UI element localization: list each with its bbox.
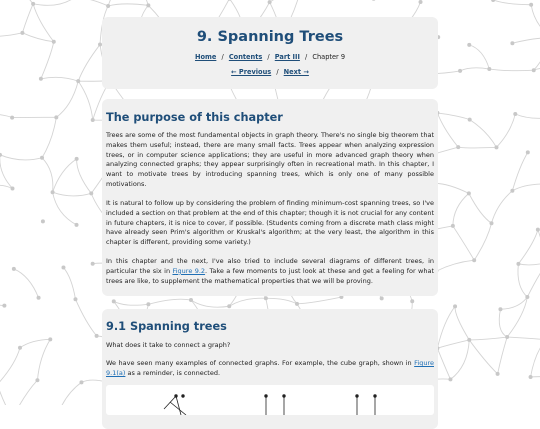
background-edge bbox=[534, 38, 540, 71]
background-node bbox=[487, 67, 491, 71]
background-edge bbox=[41, 42, 54, 79]
background-edge bbox=[42, 117, 56, 157]
background-edge bbox=[518, 230, 537, 264]
breadcrumb-separator: / bbox=[267, 53, 269, 61]
background-edge bbox=[437, 340, 469, 348]
background-node bbox=[467, 191, 471, 195]
paragraph bbox=[106, 257, 434, 286]
background-edge bbox=[493, 0, 531, 5]
background-edge bbox=[33, 0, 74, 5]
background-edge bbox=[436, 260, 474, 271]
background-edge bbox=[458, 147, 496, 148]
background-edge bbox=[191, 300, 229, 307]
background-node bbox=[510, 41, 514, 45]
background-edge bbox=[437, 306, 455, 348]
background-node bbox=[61, 266, 65, 270]
background-node bbox=[496, 372, 500, 376]
background-edge bbox=[22, 33, 53, 42]
background-edge bbox=[114, 301, 149, 305]
background-edge bbox=[14, 269, 39, 298]
background-node bbox=[264, 296, 268, 300]
background-edge bbox=[37, 339, 50, 380]
breadcrumb-current: Chapter 9 bbox=[312, 53, 345, 61]
spanning-trees-section bbox=[102, 309, 438, 429]
background-node bbox=[451, 224, 455, 228]
background-node bbox=[532, 68, 536, 72]
background-node bbox=[31, 2, 35, 6]
background-edge bbox=[266, 298, 297, 304]
background-edge bbox=[53, 192, 77, 225]
background-edge bbox=[518, 264, 527, 297]
background-node bbox=[526, 150, 530, 154]
background-edge bbox=[469, 340, 497, 374]
background-node bbox=[513, 112, 517, 116]
background-node bbox=[10, 116, 14, 120]
background-edge bbox=[12, 380, 37, 405]
background-edge bbox=[527, 262, 540, 297]
paragraph: Trees are some of the most fundamental objects in graph theory. There's no single big theorem that makes them useful; instead, there are many small facts. Trees appear when analyzing expression trees, or in computer science applications; they are useful in more advanced graph theory when analyzing connected graphs; they appear surprisingly often in recreational math. In this chapter, I want to motivate trees by introducing spanning trees, which is only one of many possible motivations. bbox=[106, 131, 434, 190]
background-node bbox=[189, 298, 193, 302]
background-node bbox=[491, 0, 495, 2]
figure-link[interactable]: Figure 9.2 bbox=[172, 267, 205, 275]
breadcrumb-contents-link[interactable]: Contents bbox=[229, 53, 262, 61]
background-edge bbox=[53, 192, 92, 196]
breadcrumb bbox=[102, 53, 438, 61]
background-node bbox=[75, 223, 79, 227]
background-edge bbox=[500, 297, 527, 309]
background-edge bbox=[515, 114, 540, 118]
background-node bbox=[468, 118, 472, 122]
background-node bbox=[79, 380, 83, 384]
background-edge bbox=[297, 297, 341, 304]
background-edge bbox=[453, 226, 474, 260]
background-edge bbox=[22, 4, 33, 33]
background-edge bbox=[512, 38, 540, 44]
background-node bbox=[39, 77, 43, 81]
background-edge bbox=[474, 223, 491, 260]
background-edge bbox=[453, 193, 469, 226]
background-edge bbox=[531, 5, 540, 38]
background-edge bbox=[270, 0, 299, 2]
background-edge bbox=[41, 77, 78, 81]
background-edge bbox=[0, 33, 22, 37]
background-node bbox=[76, 79, 80, 83]
chapter-navigation bbox=[102, 68, 438, 76]
background-node bbox=[410, 299, 414, 303]
background-node bbox=[89, 191, 93, 195]
background-node bbox=[372, 0, 376, 1]
background-node bbox=[419, 0, 423, 4]
background-node bbox=[75, 157, 79, 161]
background-node bbox=[91, 262, 95, 266]
background-node bbox=[12, 267, 16, 271]
figure-link[interactable]: Figure 9.1(a) bbox=[106, 359, 434, 377]
background-edge bbox=[77, 159, 92, 193]
background-edge bbox=[148, 299, 191, 304]
section-heading: 9.1 Spanning trees bbox=[106, 320, 227, 333]
background-edge bbox=[18, 0, 33, 4]
paragraph-text: In this chapter and the next, I've also tried to include several diagrams of different trees, in particular the six in bbox=[106, 257, 434, 275]
background-node bbox=[37, 296, 41, 300]
background-node bbox=[35, 378, 39, 382]
background-edge bbox=[0, 155, 42, 160]
background-edge bbox=[20, 339, 50, 347]
background-edge bbox=[437, 348, 450, 379]
background-node bbox=[91, 118, 95, 122]
purpose-section bbox=[102, 99, 438, 296]
background-node bbox=[20, 31, 24, 35]
background-node bbox=[146, 302, 150, 306]
background-edge bbox=[496, 114, 515, 147]
background-node bbox=[458, 69, 462, 73]
background-node bbox=[489, 221, 493, 225]
background-node bbox=[18, 346, 22, 350]
background-node bbox=[54, 115, 58, 119]
background-node bbox=[73, 297, 77, 301]
background-node bbox=[52, 40, 56, 44]
background-node bbox=[295, 302, 299, 306]
background-node bbox=[2, 304, 6, 308]
background-node bbox=[494, 145, 498, 149]
background-edge bbox=[56, 81, 78, 117]
background-edge bbox=[75, 299, 96, 336]
background-edge bbox=[0, 384, 12, 405]
background-node bbox=[472, 258, 476, 262]
background-edge bbox=[469, 193, 492, 223]
background-edge bbox=[53, 159, 77, 192]
background-node bbox=[467, 43, 471, 47]
background-edge bbox=[78, 45, 100, 82]
background-edge bbox=[507, 337, 540, 340]
cube-graph-figure bbox=[106, 385, 434, 415]
background-node bbox=[525, 295, 529, 299]
background-node bbox=[0, 153, 2, 157]
background-edge bbox=[0, 155, 12, 189]
previous-link[interactable]: ← Previous bbox=[231, 68, 271, 76]
background-edge bbox=[56, 382, 81, 405]
background-edge bbox=[512, 184, 540, 191]
background-node bbox=[456, 145, 460, 149]
breadcrumb-home-link[interactable]: Home bbox=[195, 53, 216, 61]
background-node bbox=[467, 338, 471, 342]
background-node bbox=[529, 375, 533, 379]
section-heading: The purpose of this chapter bbox=[106, 111, 283, 124]
paragraph-text: We have seen many examples of connected graphs. For example, the cube graph, shown in bbox=[106, 359, 414, 367]
background-edge bbox=[437, 113, 458, 147]
paragraph bbox=[106, 359, 434, 379]
background-edge bbox=[507, 297, 527, 337]
background-edge bbox=[512, 152, 527, 190]
background-node bbox=[112, 299, 116, 303]
background-node bbox=[505, 335, 509, 339]
background-node bbox=[536, 228, 540, 232]
background-node bbox=[10, 186, 14, 190]
chapter-header bbox=[102, 17, 438, 89]
background-node bbox=[41, 219, 45, 223]
background-node bbox=[95, 334, 99, 338]
background-node bbox=[529, 3, 533, 7]
background-edge bbox=[460, 68, 489, 71]
background-edge bbox=[469, 45, 489, 69]
breadcrumb-separator: / bbox=[221, 53, 223, 61]
background-node bbox=[227, 304, 231, 308]
background-edge bbox=[435, 183, 469, 193]
background-node bbox=[40, 156, 44, 160]
background-edge bbox=[498, 337, 508, 374]
paragraph: What does it take to connect a graph? bbox=[106, 341, 434, 351]
background-node bbox=[510, 189, 514, 193]
background-edge bbox=[518, 262, 540, 265]
nav-separator: / bbox=[276, 68, 278, 76]
page-title: 9. Spanning Trees bbox=[102, 17, 438, 45]
background-edge bbox=[455, 306, 469, 340]
background-node bbox=[51, 190, 55, 194]
background-edge bbox=[78, 81, 92, 120]
background-edge bbox=[491, 191, 512, 223]
background-node bbox=[498, 307, 502, 311]
paragraph-text: as a reminder, is connected. bbox=[125, 369, 220, 377]
background-edge bbox=[469, 337, 507, 340]
background-node bbox=[448, 377, 452, 381]
background-edge bbox=[229, 298, 266, 306]
background-edge bbox=[470, 120, 497, 148]
background-edge bbox=[531, 340, 540, 377]
background-edge bbox=[489, 69, 533, 71]
background-edge bbox=[499, 309, 507, 337]
background-edge bbox=[0, 348, 20, 385]
paragraph-text: . Take a few moments to just look at these and get a feeling for what trees are like, to supplement the mathematical properties that we will be proving. bbox=[106, 267, 434, 285]
background-edge bbox=[108, 4, 148, 6]
background-edge bbox=[42, 158, 53, 192]
background-edge bbox=[33, 4, 54, 42]
background-node bbox=[146, 3, 150, 7]
background-edge bbox=[74, 0, 108, 6]
next-link[interactable]: Next → bbox=[284, 68, 309, 76]
breadcrumb-part-link[interactable]: Part III bbox=[275, 53, 300, 61]
background-node bbox=[453, 304, 457, 308]
background-node bbox=[106, 4, 110, 8]
background-node bbox=[380, 296, 384, 300]
background-node bbox=[516, 262, 520, 266]
background-edge bbox=[450, 340, 469, 379]
paragraph: It is natural to follow up by considering the problem of finding minimum-cost spanning trees, so I've included a section on that problem at the end of this chapter; though it is not crucial for any content in future chapters, it is nice to cover, if possible. (Students coming from a discrete math class might have already seen Prim's algorithm or Kruskal's algorithm; at the very least, the algorithm in this chapter is different, providing some variety.) bbox=[106, 199, 434, 248]
background-node bbox=[268, 0, 272, 4]
background-edge bbox=[63, 268, 75, 300]
breadcrumb-separator: / bbox=[305, 53, 307, 61]
figure-graph-preview bbox=[106, 385, 434, 415]
background-edge bbox=[437, 113, 469, 120]
background-node bbox=[48, 337, 52, 341]
